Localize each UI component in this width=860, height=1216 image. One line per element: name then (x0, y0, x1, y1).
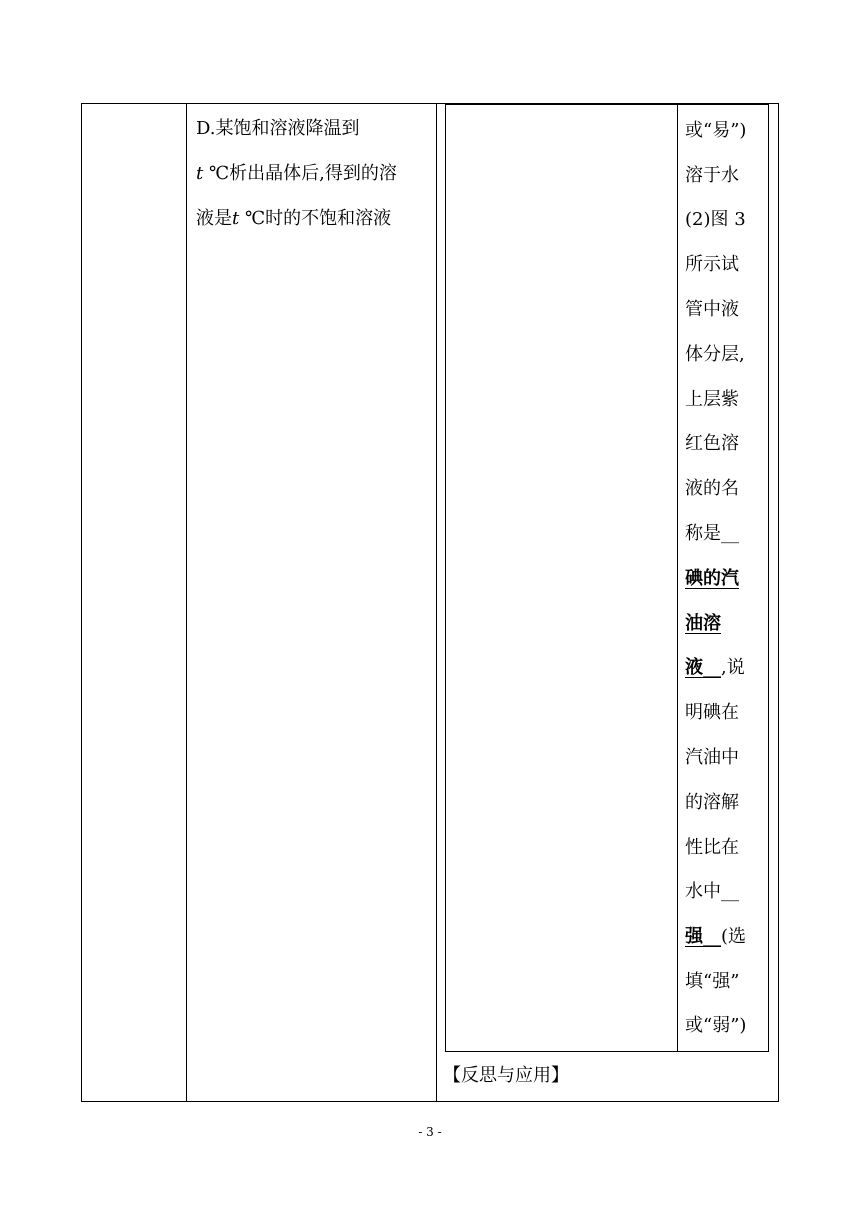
reflect-heading: 【反思与应用】 (443, 1065, 569, 1086)
option-d-text: D.某饱和溶液降温到 (196, 118, 360, 139)
option-d-text: ℃析出晶体后,得到的溶 (203, 163, 397, 184)
answer-iodine-gasoline-solution: 液 (685, 657, 703, 678)
column-line: 体分层, (685, 344, 745, 365)
answer-iodine-gasoline-solution: 碘的汽 (685, 568, 739, 589)
variable-t: t (232, 208, 240, 229)
inner-table-left-border (445, 104, 446, 1052)
table-left-border (81, 103, 82, 1102)
column-line: 溶于水 (685, 165, 739, 186)
column-line: 的溶解 (685, 792, 739, 813)
option-d-text: 液是 (196, 208, 232, 229)
column-line: 管中液 (685, 299, 739, 320)
column-line: 液的名 (685, 478, 739, 499)
answer-iodine-gasoline-solution: 油溶 (685, 613, 721, 634)
option-d-line3 (196, 209, 391, 229)
column-line: 红色溶 (685, 433, 739, 454)
table-right-border (778, 103, 779, 1102)
column-text: ,说 (721, 657, 745, 678)
column-line: 称是__ (685, 523, 739, 544)
column-line: 填“强” (685, 971, 740, 992)
column-line: 所示试 (685, 254, 739, 275)
column-line: 或“易”) (685, 120, 747, 141)
column-line: 水中__ (685, 881, 739, 902)
blank-underline: __ (703, 657, 721, 678)
page-number: - 3 - (418, 1125, 442, 1139)
column-text: (选 (721, 926, 747, 947)
inner-table-top-border (445, 104, 769, 105)
answer-strong: 强 (685, 926, 703, 947)
column-line: 明碘在 (685, 702, 739, 723)
option-d-line2 (196, 164, 397, 184)
inner-table-right-border (768, 104, 769, 1052)
blank-underline: __ (703, 926, 721, 947)
column-line: 或“弱”) (685, 1015, 747, 1036)
column-line: 上层紫 (685, 389, 739, 410)
option-d-line1 (196, 119, 360, 139)
column-line: (2)图 3 (685, 209, 746, 230)
column-line: 汽油中 (685, 747, 739, 768)
inner-table-bottom-border (445, 1051, 769, 1052)
column-line-answer2 (685, 927, 746, 947)
table-col-divider-2 (436, 103, 437, 1102)
column-line-answer-end (685, 658, 745, 678)
column-line: 性比在 (685, 837, 739, 858)
table-col-divider-1 (186, 103, 187, 1102)
variable-t: t (196, 163, 204, 184)
inner-table-col-divider (677, 104, 678, 1052)
option-d-text: ℃时的不饱和溶液 (239, 208, 392, 229)
